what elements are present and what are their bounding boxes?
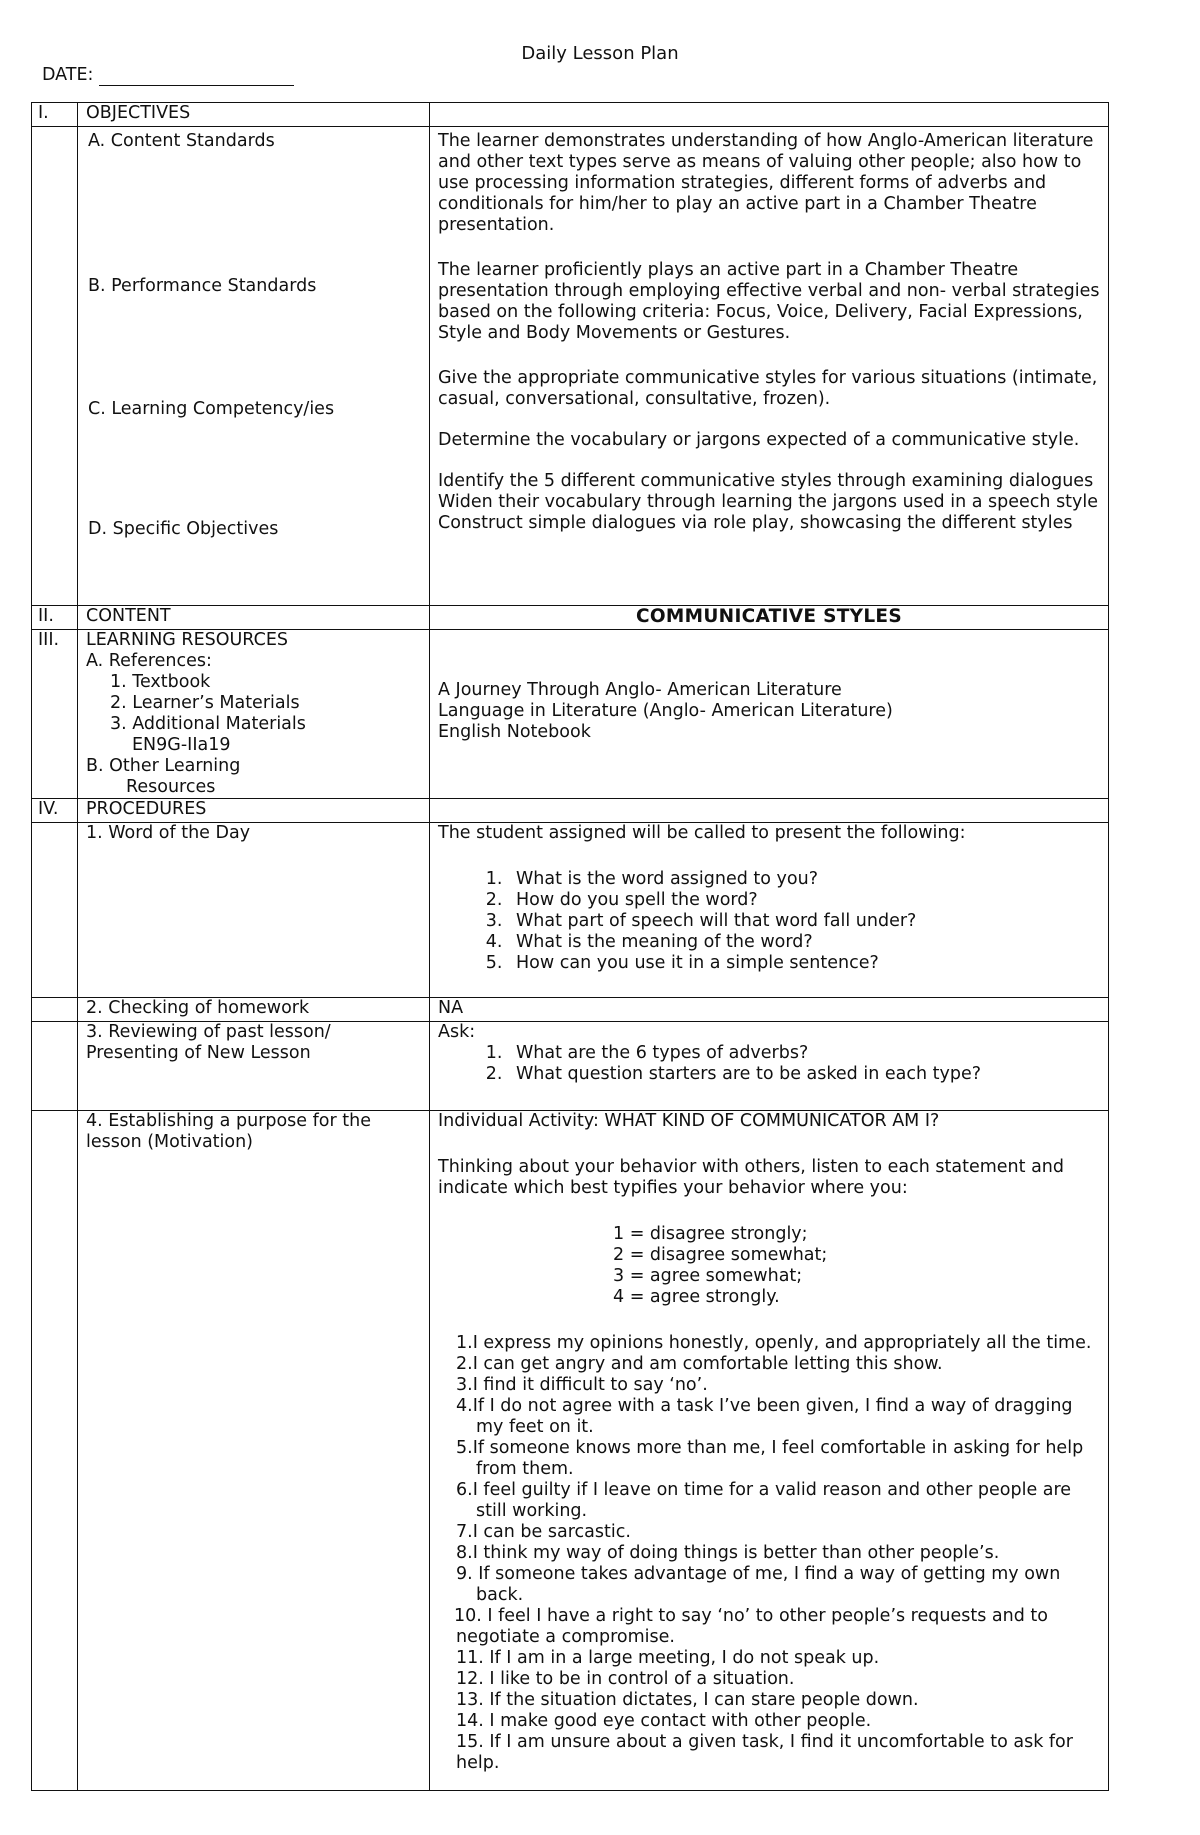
scale-item: 1 = disagree strongly; <box>613 1224 808 1244</box>
empty-cell <box>32 998 78 1022</box>
statement-item: 15. If I am unsure about a given task, I find it uncomfortable to ask for help. <box>456 1732 1073 1773</box>
objectives-labels <box>78 127 430 606</box>
competency-code: EN9G-IIa19 <box>132 735 231 755</box>
date-label: DATE: <box>42 65 94 85</box>
scale-item: 4 = agree strongly. <box>613 1287 780 1307</box>
learners-materials-label: 2. Learner’s Materials <box>110 693 300 713</box>
word-questions-list <box>438 869 1100 974</box>
roman-numeral: III. <box>32 630 78 799</box>
objectives-header-row <box>32 103 1109 127</box>
review-row <box>32 1022 1109 1111</box>
additional-materials-label: 3. Additional Materials <box>110 714 306 734</box>
learning-competency-label: C. Learning Competency/ies <box>88 399 335 419</box>
activity-instructions: Thinking about your behavior with others, listen to each statement and indicate which best typifies your behavior where you: <box>438 1157 1064 1198</box>
resource-value-2: Language in Literature (Anglo- American Literature) <box>438 701 893 721</box>
statement-item: 10. I feel I have a right to say ‘no’ to other people’s requests and to negotiate a compromise. <box>454 1606 1048 1647</box>
section-heading: LEARNING RESOURCES <box>86 630 288 650</box>
other-resources-label: B. Other Learning <box>86 756 241 776</box>
list-item: 2. What question starters are to be asked in each type? <box>508 1064 1100 1085</box>
statement-item: 3.I find it difficult to say ‘no’. <box>456 1375 708 1395</box>
section-heading: OBJECTIVES <box>78 103 430 127</box>
statement-item: 2.I can get angry and am comfortable letting this show. <box>456 1354 943 1374</box>
textbook-label: 1. Textbook <box>110 672 211 692</box>
list-item: 1. What are the 6 types of adverbs? <box>508 1043 1100 1064</box>
statement-item: 13. If the situation dictates, I can stare people down. <box>456 1690 919 1710</box>
resource-value-1: A Journey Through Anglo- American Literature <box>438 680 842 700</box>
content-standards-text: The learner demonstrates understanding of how Anglo-American literature and other text types serve as means of valuing other people; also how to use processing information strategies, different forms of adverbs and conditionals for him/her to play an active part in a Chamber Theatre presentation. <box>438 131 1094 235</box>
empty-cell <box>32 1111 78 1791</box>
roman-numeral: IV. <box>32 799 78 823</box>
resources-values <box>430 630 1109 799</box>
section-heading: CONTENT <box>78 606 430 630</box>
specific-objective-2: Widen their vocabulary through learning the jargons used in a speech style <box>438 492 1099 512</box>
procedures-header-row <box>32 799 1109 823</box>
specific-objective-1: Identify the 5 different communicative styles through examining dialogues <box>438 471 1094 491</box>
resources-row <box>32 630 1109 799</box>
statement-item: 12. I like to be in control of a situation. <box>456 1669 795 1689</box>
objectives-values <box>430 127 1109 606</box>
specific-objectives-label: D. Specific Objectives <box>88 519 279 539</box>
list-item: 5. How can you use it in a simple sentence? <box>508 953 1100 974</box>
list-item: 2. How do you spell the word? <box>508 890 1100 911</box>
performance-standards-label: B. Performance Standards <box>88 276 317 296</box>
list-item: 3. What part of speech will that word fall under? <box>508 911 1100 932</box>
scale-item: 2 = disagree somewhat; <box>613 1245 828 1265</box>
homework-label: 2. Checking of homework <box>78 998 430 1022</box>
roman-numeral: I. <box>32 103 78 127</box>
objectives-body-row <box>32 127 1109 606</box>
activity-title: Individual Activity: WHAT KIND OF COMMUNICATOR AM I? <box>438 1111 940 1131</box>
scale-item: 3 = agree somewhat; <box>613 1266 803 1286</box>
motivation-label: 4. Establishing a purpose for the lesson (Motivation) <box>78 1111 430 1791</box>
statement-item: 4.If I do not agree with a task I’ve been given, I find a way of dragging my feet on it. <box>456 1396 1073 1437</box>
empty-cell <box>32 1022 78 1111</box>
resource-value-3: English Notebook <box>438 722 591 742</box>
homework-row <box>32 998 1109 1022</box>
review-label-line-2: Presenting of New Lesson <box>86 1043 311 1063</box>
statement-item: 7.I can be sarcastic. <box>456 1522 631 1542</box>
word-intro: The student assigned will be called to present the following: <box>438 823 966 843</box>
statements-list <box>438 1333 1100 1774</box>
empty-cell <box>32 823 78 998</box>
date-field <box>42 65 294 86</box>
statement-item: 8.I think my way of doing things is better than other people’s. <box>456 1543 1000 1563</box>
performance-standards-text: The learner proficiently plays an active part in a Chamber Theatre presentation through employing effective verbal and non- verbal strategies based on the following criteria: Focus, Voice, Delivery, Facial Expressions, Style and Body Movements or Gestures. <box>438 260 1100 343</box>
statement-item: 1.I express my opinions honestly, openly, and appropriately all the time. <box>456 1333 1092 1353</box>
resources-labels <box>78 630 430 799</box>
empty-cell <box>430 799 1109 823</box>
statement-item: 14. I make good eye contact with other people. <box>456 1711 872 1731</box>
motivation-values <box>430 1111 1109 1791</box>
statement-item: 6.I feel guilty if I leave on time for a valid reason and other people are still working. <box>456 1480 1072 1521</box>
section-heading: PROCEDURES <box>78 799 430 823</box>
content-value: COMMUNICATIVE STYLES <box>430 606 1109 630</box>
content-row <box>32 606 1109 630</box>
word-of-the-day-values <box>430 823 1109 998</box>
content-standards-label: A. Content Standards <box>88 131 275 151</box>
specific-objective-3: Construct simple dialogues via role play, showcasing the different styles <box>438 513 1073 533</box>
review-label-line-1: 3. Reviewing of past lesson/ <box>86 1022 331 1042</box>
motivation-row <box>32 1111 1109 1791</box>
list-item: 1. What is the word assigned to you? <box>508 869 1100 890</box>
competency-text-2: Determine the vocabulary or jargons expected of a communicative style. <box>438 430 1080 450</box>
statement-item: 5.If someone knows more than me, I feel comfortable in asking for help from them. <box>456 1438 1084 1479</box>
empty-cell <box>32 127 78 606</box>
competency-text-1: Give the appropriate communicative styles for various situations (intimate, casual, conversational, consultative, frozen). <box>438 368 1098 409</box>
empty-cell <box>430 103 1109 127</box>
review-values <box>430 1022 1109 1111</box>
other-resources-label-2: Resources <box>126 777 216 797</box>
word-of-the-day-row <box>32 823 1109 998</box>
review-questions-list <box>438 1043 1100 1085</box>
review-label <box>78 1022 430 1111</box>
list-item: 4. What is the meaning of the word? <box>508 932 1100 953</box>
word-of-the-day-label: 1. Word of the Day <box>78 823 430 998</box>
statement-item: 11. If I am in a large meeting, I do not speak up. <box>456 1648 880 1668</box>
statement-item: 9. If someone takes advantage of me, I find a way of getting my own back. <box>456 1564 1061 1605</box>
references-label: A. References: <box>86 651 212 671</box>
roman-numeral: II. <box>32 606 78 630</box>
lesson-plan-table <box>31 102 1109 1791</box>
document-title: Daily Lesson Plan <box>521 43 679 64</box>
homework-value: NA <box>430 998 1109 1022</box>
review-ask: Ask: <box>438 1022 476 1042</box>
date-blank-line <box>99 67 294 86</box>
